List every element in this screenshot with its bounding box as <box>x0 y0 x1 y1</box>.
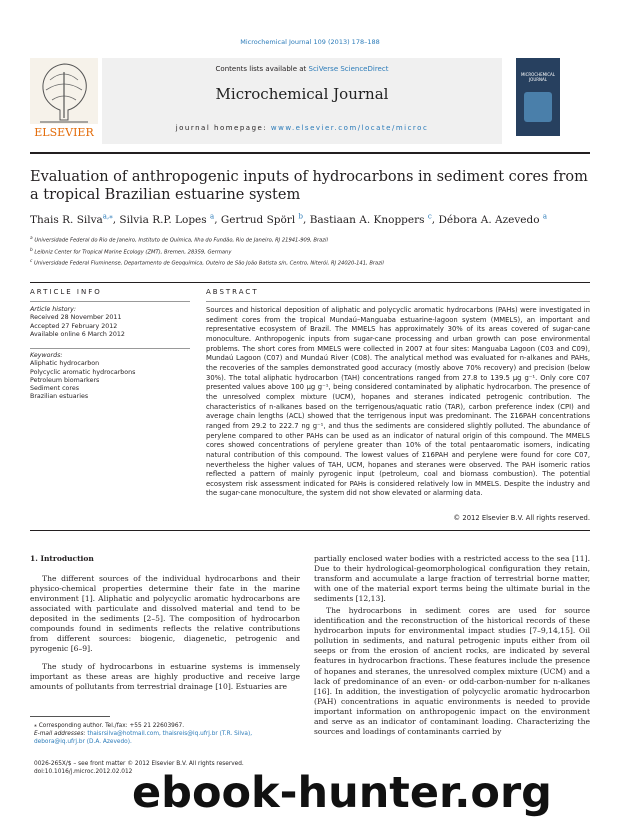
article-history <box>30 306 190 339</box>
affiliation: $^c$ Universidade Federal Fluminense, Departamento de Geoquímica, Outeiro de São João Batista s/n, Centro, Niterói, RJ 24020-141, Brazil <box>30 259 384 268</box>
abstract-rule <box>206 301 590 302</box>
issn-line: 0026-265X/$ – see front matter © 2012 Elsevier B.V. All rights reserved. <box>34 761 244 767</box>
cover-graphic <box>524 92 552 122</box>
history-online: Available online 6 March 2012 <box>30 330 125 338</box>
contents-line <box>102 65 502 73</box>
contents-prefix: Contents lists available at <box>215 65 309 73</box>
info-top-rule <box>30 282 590 283</box>
journal-cover-image <box>516 58 560 136</box>
abstract-bottom-rule <box>30 530 590 531</box>
journal-reference[interactable]: Microchemical Journal 109 (2013) 178–188 <box>240 38 380 46</box>
homepage-link[interactable]: www.elsevier.com/locate/microc <box>270 124 429 132</box>
footnote-rule <box>30 716 110 717</box>
keywords-list <box>30 352 190 402</box>
author: Thais R. Silva$^{a,⁎}$ <box>30 212 113 226</box>
keyword: Aliphatic hydrocarbon <box>30 360 100 368</box>
intro-paragraph: The hydrocarbons in sediment cores are used for source identification and the reconstruction of the historical records of these hydrocarbon inputs for environmental impact studies [7–9,14,15]. Oil pollution in sediments, and natural petrogenic inputs either from oil seeps or from the erosion of ancient rocks, are indicated by several features in hydrocarbon fractions. These features include the presence of hopanes and steranes, the unresolved complex mixture (UCM) and a lack of predominance of an even- or odd-carbon-number for n-alkanes [16]. In addition, the investigation of polycyclic aromatic hydrocarbon (PAH) concentrations in aquatic environments is needed to provide important information on anthropogenic impact on the environment and serve as an indicator of contaminant loading. Characterizing the sources and loadings of contaminants carried by <box>314 606 590 736</box>
intro-paragraph: The study of hydrocarbons in estuarine systems is immensely important as these areas are highly productive and receive large amounts of pollutants from terrestrial drainage [10]. Estuaries are <box>30 662 300 692</box>
article-info-heading: ARTICLE INFO <box>30 288 102 296</box>
history-received: Received 28 November 2011 <box>30 314 122 322</box>
intro-paragraph: The different sources of the individual hydrocarbons and their physico-chemical properties determine their fate in the marine environment [1]. Aliphatic and polycyclic aromatic hydrocarbons are associated with particulate and dissolved material and tend to be deposited in the sediments [2–5]. The composition of hydrocarbon compounds found in sediments reflects the relative contributions from different sources: biogenic, diagenetic, petrogenic and pyrogenic [6–9]. <box>30 574 300 654</box>
keyword: Brazilian estuaries <box>30 393 89 401</box>
author: Bastiaan A. Knoppers $^c$ <box>309 212 432 226</box>
author: Silvia R.P. Lopes $^a$ <box>119 212 215 226</box>
history-label: Article history: <box>30 306 76 313</box>
introduction-heading: 1. Introduction <box>30 554 94 563</box>
keywords-rule <box>30 348 190 349</box>
email-link[interactable]: debora@iq.ufrj.br (D.A. Azevedo). <box>34 739 132 745</box>
affiliations <box>30 234 590 269</box>
keyword: Petroleum biomarkers <box>30 376 100 384</box>
homepage-prefix: journal homepage: <box>175 124 271 132</box>
keywords-label: Keywords: <box>30 352 63 359</box>
email-line: E-mail addresses: thaisrsilva@hotmail.com, thaisreis@iq.ufrj.br (T.R. Silva), <box>34 731 253 737</box>
author: Débora A. Azevedo $^a$ <box>438 212 548 226</box>
abstract-copyright: © 2012 Elsevier B.V. All rights reserved. <box>453 514 590 522</box>
doi-line[interactable]: doi:10.1016/j.microc.2012.02.012 <box>34 769 133 775</box>
affiliation: $^a$ Universidade Federal do Rio de Janeiro, Instituto de Química, Ilha do Fundão, Rio de Janeiro, RJ 21941-909, Brazil <box>30 236 328 244</box>
sciencedirect-link[interactable]: SciVerse ScienceDirect <box>308 65 389 73</box>
abstract-heading: ABSTRACT <box>206 288 259 296</box>
author-list: Thais R. Silva$^{a,⁎}$, Silvia R.P. Lopes $^a$, Gertrud Spörl $^b$, Bastiaan A. Knoppers $^c$, Débora A. Azevedo $^a$ <box>30 212 548 226</box>
keyword: Sediment cores <box>30 385 80 393</box>
corresponding-author-note: ⁎ Corresponding author. Tel./fax: +55 21 22603967. <box>34 723 185 729</box>
affiliation: $^b$ Leibniz Center for Tropical Marine Ecology (ZMT), Bremen, 28359, Germany <box>30 247 232 256</box>
elsevier-logo-text: ELSEVIER <box>34 126 94 139</box>
journal-name: Microchemical Journal <box>215 85 389 103</box>
elsevier-logo <box>30 58 98 140</box>
watermark: ebook-hunter.org <box>132 768 552 818</box>
author: Gertrud Spörl $^b$ <box>220 212 304 226</box>
header-rule <box>30 152 590 154</box>
cover-title: MICROCHEMICAL JOURNAL <box>520 72 556 82</box>
journal-homepage <box>102 124 502 132</box>
footnotes <box>34 722 300 746</box>
abstract-text: Sources and historical deposition of aliphatic and polycyclic aromatic hydrocarbons (PAHs) were investigated in sediment cores from the tropical Mundaú–Manguaba estuarine-lagoon system (MMELS), an important and representative ecosystem of Brazil. The MMELS has approximately 30% of its areas covered of sugar-cane monoculture. Anthropogenic inputs from sugar-cane processing and urban growth can pose environmental problems. The short cores from MMELS were collected in 2007 at four sites: Manguaba Lagoon (C03 and C09), Mundaú Lagoon (C07) and Mundaú River (C08). The analytical method was evaluated for n-alkanes and PAHs, the recoveries of the samples demonstrated good accuracy (mostly above 70% recovery) and precision (below 30%). The total aliphatic hydrocarbon (TAH) concentrations ranged from 27.8 to 139.5 μg g⁻¹. Only core C07 presented values above 100 μg g⁻¹, being considered contaminated by aliphatic hydrocarbon. The presence of the unresolved complex mixture (UCM), hopanes and steranes indicated petrogenic contribution. The characteristics of n-alkanes based on the terrigenous/aquatic ratio (TAR), carbon preference index (CPI) and average chain lengths (ACL) showed that the terrigenous input was predominant. The Σ16PAH concentrations ranged from 29.2 to 222.7 ng g⁻¹, and thus the sediments are considered slightly polluted. The abundance of perylene compared to other PAHs can be used as an indicator of natural origin of this compound. The MMELS cores showed concentrations of perylene greater than 10% of the total pentaaromatic isomers, indicating natural contribution of this compound. The lowest values of Σ16PAH and perylene were found for core C07, nevertheless the higher values of TAH, UCM, hopanes and steranes were observed. The PAH isomeric ratios reflected a pattern of mainly pyrogenic input (petroleum, coal and biomass combustion). The potential ecosystem risk assessment indicated for PAHs is considered relatively low in MMELS. Despite the industry and the sugar-cane monoculture, the system did not show elevated or alarming data. <box>206 306 590 498</box>
keyword: Polycyclic aromatic hydrocarbons <box>30 368 136 376</box>
article-info-rule <box>30 301 190 302</box>
intro-left-column <box>30 574 300 693</box>
intro-right-column <box>314 554 590 737</box>
article-title: Evaluation of anthropogenic inputs of hydrocarbons in sediment cores from a tropical Brazilian estuarine system <box>30 169 588 203</box>
history-accepted: Accepted 27 February 2012 <box>30 322 118 330</box>
email-link[interactable]: thaisrsilva@hotmail.com, thaisreis@iq.ufrj.br (T.R. Silva), <box>87 731 253 737</box>
intro-paragraph: partially enclosed water bodies with a restricted access to the sea [11]. Due to their hydrological-geomorphological configuration they retain, transform and accumulate a large fraction of terrestrial borne matter, with one of the material export terms being the ultimate burial in the sediments [12,13]. <box>314 554 590 604</box>
